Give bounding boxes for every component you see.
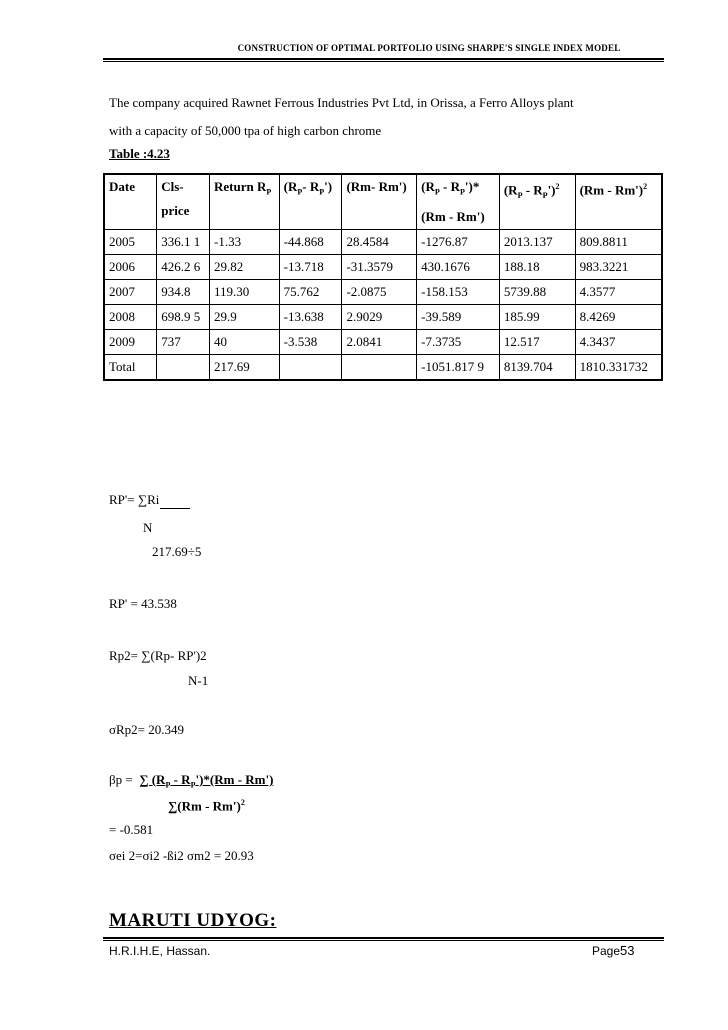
table-total-row (104, 354, 662, 380)
cell-rp-squared: 185.99 (499, 304, 575, 329)
cell-rm-dev: -31.3579 (342, 254, 417, 279)
cell-rp-squared: 5739.88 (499, 279, 575, 304)
cell-cls: 698.9 5 (157, 304, 210, 329)
beta-den-sup: 2 (240, 798, 245, 807)
cell-date: 2006 (104, 254, 157, 279)
beta-num-sub: P (165, 780, 171, 790)
header-return (210, 174, 280, 229)
header-prod-c: ')* (Rm - Rm') (421, 179, 485, 224)
table-row (104, 279, 662, 304)
cell-date: Total (104, 354, 157, 380)
cell-product: 430.1676 (417, 254, 500, 279)
rp-formula (109, 492, 166, 508)
cell-product: -158.153 (417, 279, 500, 304)
cell-rm-dev: -2.0875 (342, 279, 417, 304)
header-prod-sub: P (434, 187, 440, 197)
cell-cls: 426.2 6 (157, 254, 210, 279)
cell-rm-squared: 4.3577 (575, 279, 662, 304)
table-title: Table :4.23 (109, 146, 170, 161)
beta-num-sub2: P (190, 780, 196, 790)
page-number (592, 943, 635, 958)
cell-rm-squared: 4.3437 (575, 329, 662, 354)
cell-return: 217.69 (210, 354, 280, 380)
cell-cls: 934.8 (157, 279, 210, 304)
beta-den-text: ∑(Rm - Rm') (168, 798, 241, 814)
cell-cls: 737 (157, 329, 210, 354)
header-prod-a: (R (421, 179, 435, 194)
cell-rm-dev (342, 354, 417, 380)
cell-rp-squared: 8139.704 (499, 354, 575, 380)
cell-rm-squared: 809.8811 (575, 229, 662, 254)
header-sq-a: (R (503, 182, 518, 198)
cell-rm-squared: 8.4269 (575, 304, 662, 329)
cell-rp-dev: -3.538 (279, 329, 342, 354)
cell-product: -1051.817 9 (417, 354, 500, 380)
intro-line-2: with a capacity of 50,000 tpa of high carbon chrome (109, 123, 382, 138)
header-sq-c: ') (547, 182, 556, 198)
cell-return: 119.30 (210, 279, 280, 304)
cell-return: 29.82 (210, 254, 280, 279)
cell-product: -7.3735 (417, 329, 500, 354)
header-return-sub: P (266, 187, 272, 197)
header-rm-squared (575, 174, 662, 229)
table-row (104, 254, 662, 279)
cell-rm-squared: 1810.331732 (575, 354, 662, 380)
header-rp-dev-b: - R (302, 179, 320, 194)
header-rp-dev-sub2: P (319, 187, 325, 197)
cell-date: 2008 (104, 304, 157, 329)
cell-return: 40 (210, 329, 280, 354)
header-prod-sub2: P (459, 187, 465, 197)
cell-cls: 336.1 1 (157, 229, 210, 254)
footer-institution: H.R.I.H.E, Hassan. (109, 944, 211, 958)
cell-rm-dev: 28.4584 (342, 229, 417, 254)
header-rm-sq-text: (Rm - Rm') (579, 182, 644, 198)
cell-cls (157, 354, 210, 380)
header-rp-dev (279, 174, 342, 229)
footer-rule (103, 937, 664, 939)
page-num: 53 (620, 943, 635, 958)
cell-product: -1276.87 (417, 229, 500, 254)
cell-rp-squared: 2013.137 (499, 229, 575, 254)
section-heading: MARUTI UDYOG: (109, 910, 277, 931)
header-rp-dev-sub: P (297, 187, 303, 197)
header-rp-dev-a: (R (283, 179, 298, 194)
header-return-text: Return R (214, 179, 267, 194)
returns-table (103, 173, 663, 381)
page-label: Page (592, 944, 621, 958)
rp-formula-text: RP'= ∑Ri (109, 492, 160, 507)
header-rp-squared (499, 174, 575, 229)
cell-rp-squared: 12.517 (499, 329, 575, 354)
cell-rp-dev: -13.638 (279, 304, 342, 329)
beta-num-b: - R (170, 772, 191, 787)
beta-num-a: ∑ (R (139, 772, 166, 787)
table-row (104, 304, 662, 329)
beta-numerator (139, 772, 274, 790)
rp-fraction-line (160, 508, 190, 509)
table-header-row (104, 174, 662, 229)
cell-date: 2007 (104, 279, 157, 304)
header-rule (103, 58, 664, 60)
cell-rp-dev: -44.868 (279, 229, 342, 254)
cell-return: 29.9 (210, 304, 280, 329)
header-rp-dev-c: ') (324, 179, 333, 194)
table-row (104, 229, 662, 254)
rp-denominator: N (143, 520, 153, 535)
header-date: Date (104, 174, 157, 229)
running-header: CONSTRUCTION OF OPTIMAL PORTFOLIO USING SHARPE'S SINGLE INDEX MODEL (237, 43, 621, 53)
header-rm-sq-sup: 2 (643, 182, 648, 191)
cell-rm-dev: 2.0841 (342, 329, 417, 354)
beta-num-c: ')*(Rm - Rm') (195, 772, 274, 787)
header-rm-dev: (Rm- Rm') (342, 174, 417, 229)
cell-rp-dev: -13.718 (279, 254, 342, 279)
rp2-denominator: N-1 (188, 673, 209, 688)
header-sq-sub2: P (542, 190, 548, 200)
header-sq-b: - R (522, 182, 543, 198)
cell-date: 2005 (104, 229, 157, 254)
header-sq-sub: P (517, 190, 523, 200)
cell-rp-squared: 188.18 (499, 254, 575, 279)
rp-value: RP' = 43.538 (109, 596, 177, 611)
cell-rp-dev (279, 354, 342, 380)
cell-rp-dev: 75.762 (279, 279, 342, 304)
beta-value: = -0.581 (109, 822, 154, 837)
header-product (417, 174, 500, 229)
cell-return: -1.33 (210, 229, 280, 254)
header-sq-sup: 2 (555, 182, 560, 191)
cell-rm-squared: 983.3221 (575, 254, 662, 279)
cell-rm-dev: 2.9029 (342, 304, 417, 329)
header-cls-price: Cls- price (157, 174, 210, 229)
intro-line-1: The company acquired Rawnet Ferrous Industries Pvt Ltd, in Orissa, a Ferro Alloys plant (109, 95, 574, 110)
sigma-rp2: σRp2= 20.349 (109, 722, 185, 737)
beta-denominator (168, 798, 245, 814)
beta-formula (109, 772, 273, 790)
cell-product: -39.589 (417, 304, 500, 329)
footer-rule-thin (103, 940, 664, 941)
rp-calculation: 217.69÷5 (152, 544, 202, 559)
sigma-ei: σei 2=σi2 -ßi2 σm2 = 20.93 (109, 848, 254, 863)
header-rule-thin (103, 61, 664, 62)
header-prod-b: - R (439, 179, 460, 194)
rp2-formula: Rp2= ∑(Rp- RP')2 (109, 648, 207, 663)
table-row (104, 329, 662, 354)
beta-label: βp = (109, 772, 133, 787)
cell-date: 2009 (104, 329, 157, 354)
